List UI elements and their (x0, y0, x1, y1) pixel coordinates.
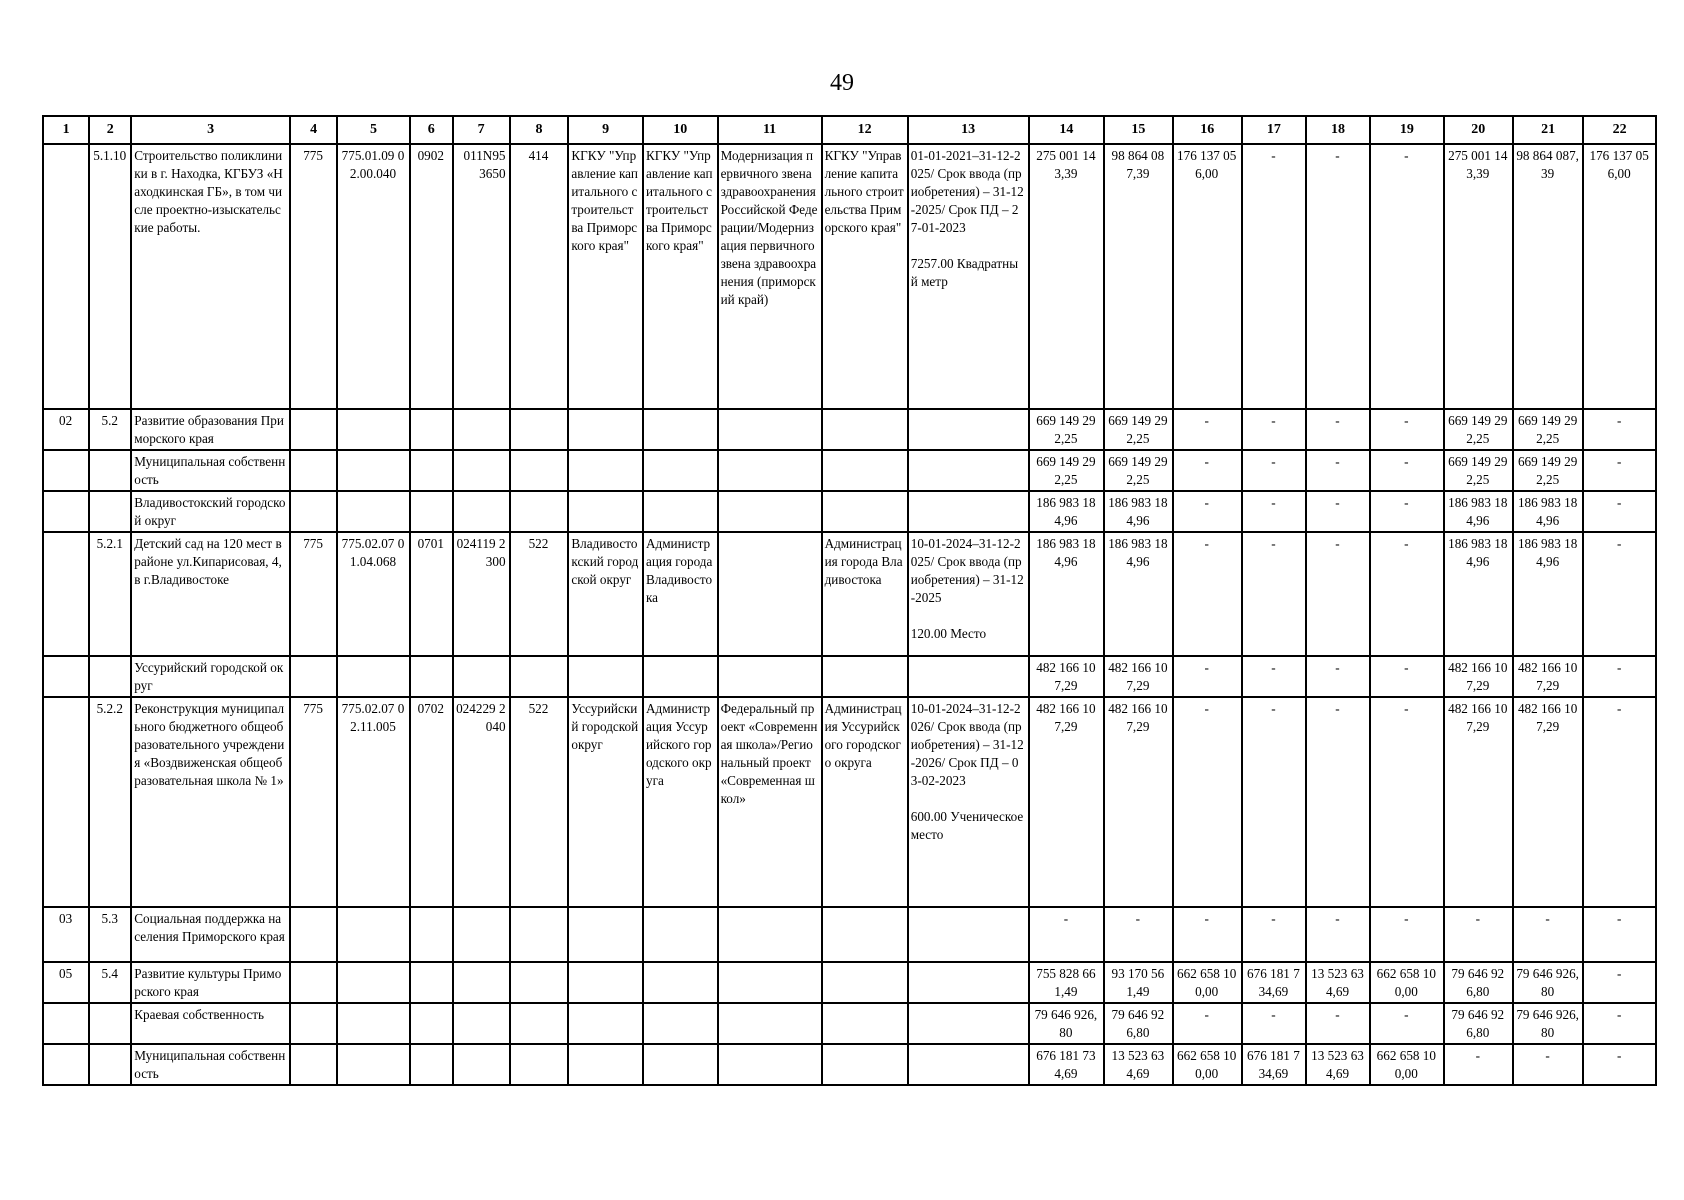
column-header: 11 (718, 116, 822, 144)
table-cell: - (1306, 907, 1370, 962)
table-cell (290, 450, 337, 491)
table-cell (410, 656, 453, 697)
table-cell (643, 656, 718, 697)
table-cell: - (1583, 1044, 1656, 1085)
table-cell: - (1513, 1044, 1583, 1085)
table-cell: - (1306, 491, 1370, 532)
table-cell: Муниципальная собственность (131, 1044, 290, 1085)
table-cell (908, 962, 1029, 1003)
table-cell: Строительство поликлиники в г. Находка, КГБУЗ «Находкинская ГБ», в том числе проектно-изыскательские работы. (131, 144, 290, 409)
table-cell (290, 1003, 337, 1044)
table-cell: 676 181 734,69 (1242, 1044, 1306, 1085)
table-cell: КГКУ "Управление капитального строительства Приморского края" (822, 144, 908, 409)
table-cell: 775.02.07 02.11.005 (337, 697, 410, 907)
table-cell: 79 646 926,80 (1513, 962, 1583, 1003)
table-cell: Развитие культуры Приморского края (131, 962, 290, 1003)
table-cell: 522 (510, 697, 569, 907)
table-cell (43, 144, 89, 409)
column-header: 8 (510, 116, 569, 144)
table-cell (718, 1003, 822, 1044)
table-row (43, 697, 1656, 907)
table-cell (89, 1003, 131, 1044)
table-cell: - (1583, 450, 1656, 491)
table-cell: 011N95 3650 (453, 144, 510, 409)
table-cell: - (1583, 697, 1656, 907)
table-cell: - (1242, 656, 1306, 697)
table-cell: Развитие образования Приморского края (131, 409, 290, 450)
column-header: 14 (1029, 116, 1105, 144)
table-cell (337, 1003, 410, 1044)
table-cell: 676 181 734,69 (1029, 1044, 1105, 1085)
table-cell (337, 409, 410, 450)
table-cell: - (1583, 1003, 1656, 1044)
table-cell (822, 1003, 908, 1044)
table-cell (718, 532, 822, 656)
table-cell (43, 491, 89, 532)
table-cell: - (1242, 697, 1306, 907)
table-cell (290, 409, 337, 450)
table-cell: 186 983 184,96 (1444, 532, 1513, 656)
table-cell (822, 409, 908, 450)
header-row (43, 116, 1656, 144)
table-cell: 775 (290, 532, 337, 656)
table-cell (290, 491, 337, 532)
table-cell (718, 962, 822, 1003)
table-cell: 10-01-2024–31-12-2025/ Срок ввода (приобретения) – 31-12-2025 120.00 Место (908, 532, 1029, 656)
table-cell: - (1242, 907, 1306, 962)
table-cell: 662 658 100,00 (1370, 962, 1444, 1003)
table-cell: 482 166 107,29 (1029, 697, 1105, 907)
table-row (43, 907, 1656, 962)
table-cell: 13 523 634,69 (1306, 962, 1370, 1003)
table-cell: 522 (510, 532, 569, 656)
table-cell (510, 1003, 569, 1044)
column-header: 3 (131, 116, 290, 144)
table-cell (908, 409, 1029, 450)
column-header: 7 (453, 116, 510, 144)
table-cell: - (1173, 491, 1242, 532)
table-row (43, 409, 1656, 450)
table-cell: - (1370, 656, 1444, 697)
table-cell: 482 166 107,29 (1444, 656, 1513, 697)
table-cell: 93 170 561,49 (1104, 962, 1172, 1003)
table-cell: 669 149 292,25 (1104, 409, 1172, 450)
table-cell (43, 532, 89, 656)
table-cell: Модернизация первичного звена здравоохранения Российской Федерации/Модернизация первичного звена здравоохранения (приморский край) (718, 144, 822, 409)
table-cell: - (1173, 907, 1242, 962)
table-cell (643, 962, 718, 1003)
table-cell: 0702 (410, 697, 453, 907)
column-header: 2 (89, 116, 131, 144)
table-cell (568, 1044, 643, 1085)
table-cell: 02 (43, 409, 89, 450)
table-cell (908, 450, 1029, 491)
table-cell: 176 137 056,00 (1583, 144, 1656, 409)
table-cell: 186 983 184,96 (1029, 532, 1105, 656)
table-cell: - (1029, 907, 1105, 962)
table-cell: - (1583, 962, 1656, 1003)
table-cell: - (1242, 144, 1306, 409)
table-cell (89, 450, 131, 491)
table-cell (643, 409, 718, 450)
table-cell (89, 1044, 131, 1085)
table-cell: 05 (43, 962, 89, 1003)
table-cell: - (1242, 450, 1306, 491)
table-cell: 482 166 107,29 (1029, 656, 1105, 697)
table-cell: 755 828 661,49 (1029, 962, 1105, 1003)
table-cell: - (1513, 907, 1583, 962)
table-cell (337, 1044, 410, 1085)
table-cell: 275 001 143,39 (1444, 144, 1513, 409)
table-cell: - (1306, 697, 1370, 907)
table-cell (89, 656, 131, 697)
table-cell (510, 409, 569, 450)
table-cell: Администрация города Владивостока (643, 532, 718, 656)
table-cell: 79 646 926,80 (1104, 1003, 1172, 1044)
table-cell: Федеральный проект «Современная школа»/Региональный проект «Современная школ» (718, 697, 822, 907)
table-row (43, 656, 1656, 697)
table-row (43, 491, 1656, 532)
table-cell (43, 1003, 89, 1044)
table-cell: 98 864 087,39 (1513, 144, 1583, 409)
table-cell: - (1306, 656, 1370, 697)
table-cell (568, 450, 643, 491)
table-cell: 482 166 107,29 (1513, 656, 1583, 697)
table-cell (908, 907, 1029, 962)
table-cell: - (1306, 409, 1370, 450)
table-cell (568, 962, 643, 1003)
table-cell (643, 491, 718, 532)
table-cell: 5.3 (89, 907, 131, 962)
table-cell: - (1173, 409, 1242, 450)
table-cell (718, 491, 822, 532)
column-header: 12 (822, 116, 908, 144)
table-cell: 186 983 184,96 (1444, 491, 1513, 532)
table-cell (510, 450, 569, 491)
table-cell: - (1370, 532, 1444, 656)
table-cell: - (1370, 491, 1444, 532)
table-cell (290, 962, 337, 1003)
table-cell: - (1173, 1003, 1242, 1044)
table-cell: 775.02.07 01.04.068 (337, 532, 410, 656)
table-cell: 79 646 926,80 (1029, 1003, 1105, 1044)
table-cell: 669 149 292,25 (1029, 450, 1105, 491)
table-cell: КГКУ "Управление капитального строительства Приморского края" (643, 144, 718, 409)
table-cell: Уссурийский городской округ (131, 656, 290, 697)
table-cell (568, 656, 643, 697)
table-cell (337, 450, 410, 491)
column-header: 19 (1370, 116, 1444, 144)
table-cell (510, 962, 569, 1003)
table-cell (568, 907, 643, 962)
table-cell: - (1242, 491, 1306, 532)
column-header: 18 (1306, 116, 1370, 144)
table-cell: КГКУ "Управление капитального строительства Приморского края" (568, 144, 643, 409)
table-cell: - (1370, 907, 1444, 962)
table-row (43, 1044, 1656, 1085)
table-row (43, 532, 1656, 656)
table-cell: - (1242, 409, 1306, 450)
table-cell: 775 (290, 697, 337, 907)
column-header: 22 (1583, 116, 1656, 144)
table-cell (43, 656, 89, 697)
table-cell: Социальная поддержка населения Приморского края (131, 907, 290, 962)
table-cell (410, 1044, 453, 1085)
table-cell (718, 656, 822, 697)
table-cell (718, 907, 822, 962)
table-cell: - (1173, 697, 1242, 907)
table-cell (43, 697, 89, 907)
table-cell (410, 409, 453, 450)
table-cell: 01-01-2021–31-12-2025/ Срок ввода (приобретения) – 31-12-2025/ Срок ПД – 27-01-2023 7257.00 Квадратный метр (908, 144, 1029, 409)
table-cell: 186 983 184,96 (1513, 532, 1583, 656)
table-cell: 186 983 184,96 (1104, 532, 1172, 656)
table-cell: - (1306, 450, 1370, 491)
table-cell: Администрация города Владивостока (822, 532, 908, 656)
column-header: 15 (1104, 116, 1172, 144)
table-cell: 5.2.2 (89, 697, 131, 907)
table-cell (453, 656, 510, 697)
table-cell (822, 962, 908, 1003)
table-cell (453, 1003, 510, 1044)
table-cell: 03 (43, 907, 89, 962)
table-cell (718, 450, 822, 491)
table-cell: 275 001 143,39 (1029, 144, 1105, 409)
table-cell: 482 166 107,29 (1104, 697, 1172, 907)
column-header: 17 (1242, 116, 1306, 144)
table-cell: 482 166 107,29 (1104, 656, 1172, 697)
table-cell: 024229 2040 (453, 697, 510, 907)
table-cell: - (1173, 450, 1242, 491)
table-cell (510, 1044, 569, 1085)
table-cell: - (1583, 409, 1656, 450)
table-cell (822, 656, 908, 697)
table-cell: - (1306, 1003, 1370, 1044)
table-cell: 0701 (410, 532, 453, 656)
table-cell (908, 491, 1029, 532)
table-cell: - (1370, 409, 1444, 450)
table-cell: Реконструкция муниципального бюджетного общеобразовательного учреждения «Воздвиженская общеобразовательная школа № 1» (131, 697, 290, 907)
table-cell: 662 658 100,00 (1370, 1044, 1444, 1085)
table-cell (718, 409, 822, 450)
table-cell (453, 962, 510, 1003)
table-cell: Администрация Уссурийского городского округа (822, 697, 908, 907)
table-cell: - (1242, 1003, 1306, 1044)
table-cell: - (1370, 697, 1444, 907)
column-header: 10 (643, 116, 718, 144)
table-cell (410, 1003, 453, 1044)
table-cell (453, 1044, 510, 1085)
table-cell (453, 409, 510, 450)
table-cell: 186 983 184,96 (1029, 491, 1105, 532)
table-cell: 669 149 292,25 (1444, 450, 1513, 491)
table-cell (410, 907, 453, 962)
table-cell: 5.2.1 (89, 532, 131, 656)
table-cell (290, 656, 337, 697)
table-cell: 5.4 (89, 962, 131, 1003)
table-cell: - (1370, 144, 1444, 409)
table-cell: Владивостокский городской округ (131, 491, 290, 532)
table-cell (337, 907, 410, 962)
table-cell (568, 409, 643, 450)
table-cell: 669 149 292,25 (1513, 409, 1583, 450)
table-cell: 186 983 184,96 (1513, 491, 1583, 532)
table-cell (43, 450, 89, 491)
table-row (43, 962, 1656, 1003)
table-cell (337, 491, 410, 532)
table-cell (643, 1044, 718, 1085)
table-body (43, 144, 1656, 1085)
table-cell (453, 907, 510, 962)
table-cell (718, 1044, 822, 1085)
table-cell: 669 149 292,25 (1029, 409, 1105, 450)
column-header: 16 (1173, 116, 1242, 144)
table-cell (337, 962, 410, 1003)
table-cell (510, 907, 569, 962)
table-cell (643, 450, 718, 491)
column-header: 5 (337, 116, 410, 144)
table-cell (908, 1044, 1029, 1085)
budget-table (42, 115, 1657, 1086)
table-cell: 79 646 926,80 (1444, 962, 1513, 1003)
column-header: 21 (1513, 116, 1583, 144)
table-cell (453, 450, 510, 491)
table-cell (410, 962, 453, 1003)
table-cell: Краевая собственность (131, 1003, 290, 1044)
table-cell (822, 1044, 908, 1085)
table-cell: - (1444, 1044, 1513, 1085)
table-cell (822, 907, 908, 962)
table-cell: - (1173, 656, 1242, 697)
table-cell (510, 491, 569, 532)
table-cell: 775.01.09 02.00.040 (337, 144, 410, 409)
table-cell: 79 646 926,80 (1513, 1003, 1583, 1044)
table-cell: - (1444, 907, 1513, 962)
table-cell: 669 149 292,25 (1513, 450, 1583, 491)
table-cell: 676 181 734,69 (1242, 962, 1306, 1003)
table-cell: 662 658 100,00 (1173, 1044, 1242, 1085)
table-cell (410, 491, 453, 532)
table-cell: Муниципальная собственность (131, 450, 290, 491)
table-cell (510, 656, 569, 697)
table-cell: 482 166 107,29 (1444, 697, 1513, 907)
column-header: 20 (1444, 116, 1513, 144)
table-cell: - (1104, 907, 1172, 962)
table-cell: 13 523 634,69 (1104, 1044, 1172, 1085)
table-cell: Уссурийский городской округ (568, 697, 643, 907)
table-cell: 13 523 634,69 (1306, 1044, 1370, 1085)
table-cell (822, 450, 908, 491)
table-cell (643, 907, 718, 962)
table-cell: 0902 (410, 144, 453, 409)
table-cell: - (1242, 532, 1306, 656)
table-cell (643, 1003, 718, 1044)
table-cell: - (1306, 144, 1370, 409)
table-cell (453, 491, 510, 532)
table-cell (568, 491, 643, 532)
table-cell: - (1583, 532, 1656, 656)
table-cell: 5.1.10 (89, 144, 131, 409)
column-header: 4 (290, 116, 337, 144)
table-cell: 669 149 292,25 (1104, 450, 1172, 491)
table-row (43, 1003, 1656, 1044)
table-cell (908, 1003, 1029, 1044)
table-cell: Владивостокский городской округ (568, 532, 643, 656)
table-cell: 662 658 100,00 (1173, 962, 1242, 1003)
table-cell (43, 1044, 89, 1085)
table-cell: - (1306, 532, 1370, 656)
table-cell: - (1370, 1003, 1444, 1044)
column-header: 13 (908, 116, 1029, 144)
column-header: 9 (568, 116, 643, 144)
table-row (43, 144, 1656, 409)
table-cell (908, 656, 1029, 697)
table-cell: 176 137 056,00 (1173, 144, 1242, 409)
page-number: 49 (830, 70, 854, 96)
table-cell: - (1370, 450, 1444, 491)
table-cell: 482 166 107,29 (1513, 697, 1583, 907)
table-cell (89, 491, 131, 532)
column-header: 6 (410, 116, 453, 144)
column-header: 1 (43, 116, 89, 144)
table-cell: - (1173, 532, 1242, 656)
table-cell: 5.2 (89, 409, 131, 450)
table-cell: 024119 2300 (453, 532, 510, 656)
table-cell: Детский сад на 120 мест в районе ул.Кипарисовая, 4, в г.Владивостоке (131, 532, 290, 656)
table-cell: 98 864 087,39 (1104, 144, 1172, 409)
table-cell: 669 149 292,25 (1444, 409, 1513, 450)
table-row (43, 450, 1656, 491)
table-cell: Администрация Уссурийского городского округа (643, 697, 718, 907)
table-cell: 79 646 926,80 (1444, 1003, 1513, 1044)
table-cell (568, 1003, 643, 1044)
table-cell (822, 491, 908, 532)
table-cell (290, 1044, 337, 1085)
table-cell: 775 (290, 144, 337, 409)
table-cell: 10-01-2024–31-12-2026/ Срок ввода (приобретения) – 31-12-2026/ Срок ПД – 03-02-2023 600.00 Ученическое место (908, 697, 1029, 907)
table-cell: - (1583, 491, 1656, 532)
table-cell: 414 (510, 144, 569, 409)
table-cell (290, 907, 337, 962)
table-cell (337, 656, 410, 697)
table-cell: - (1583, 907, 1656, 962)
table-cell (410, 450, 453, 491)
table-cell: - (1583, 656, 1656, 697)
table-cell: 186 983 184,96 (1104, 491, 1172, 532)
